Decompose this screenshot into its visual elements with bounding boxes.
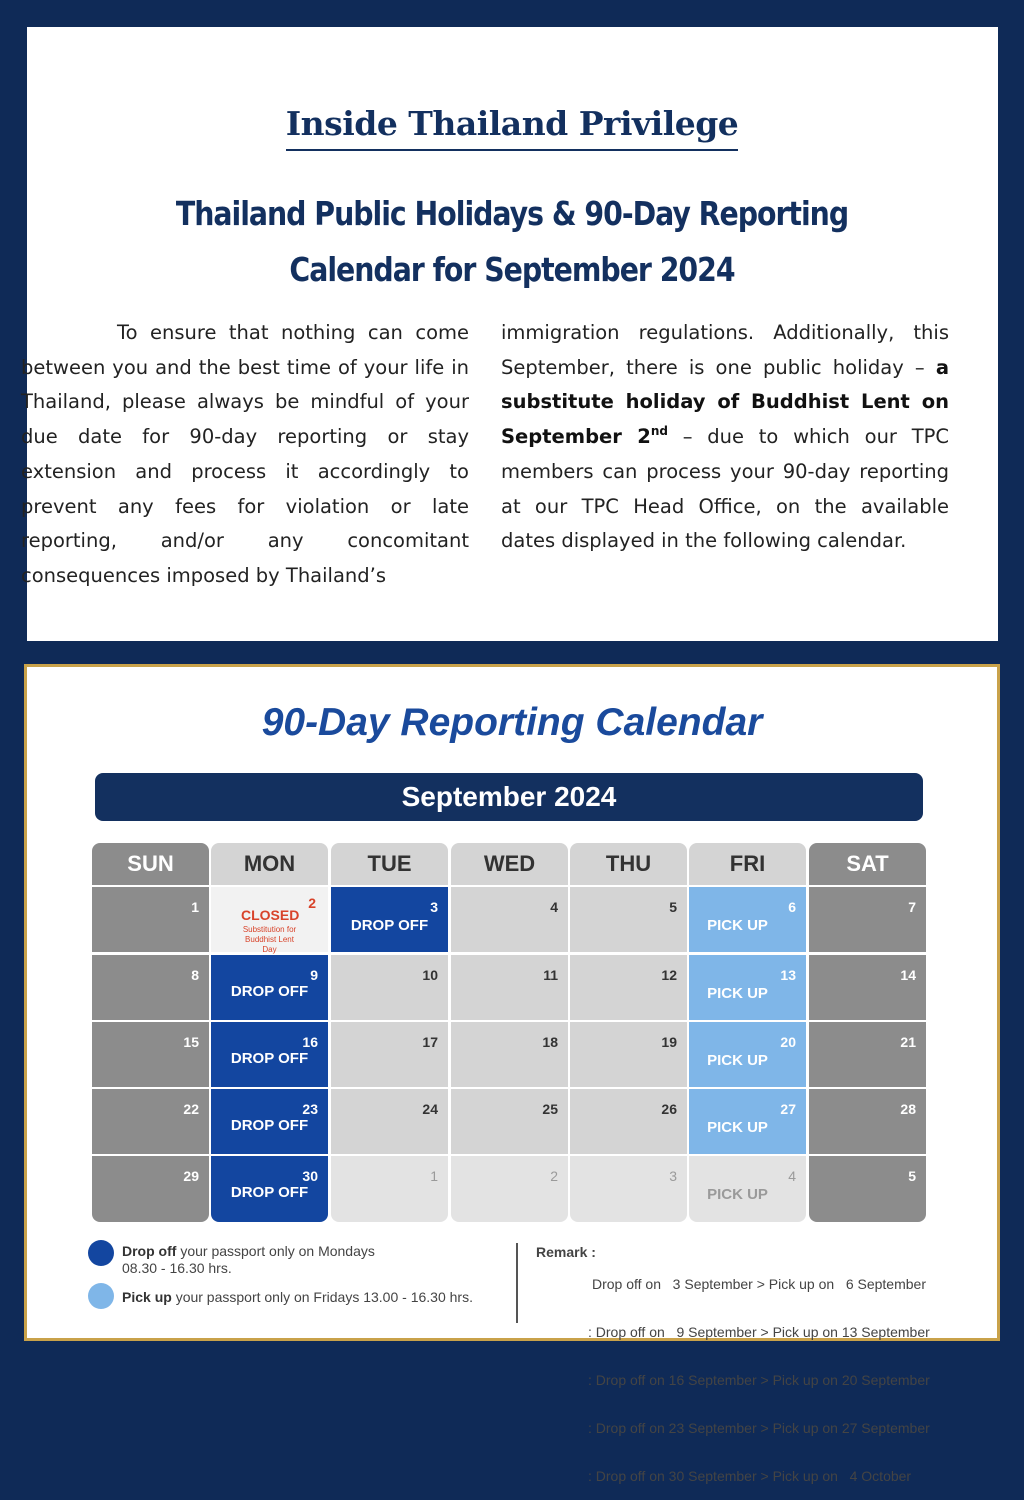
- headline-line-1: Thailand Public Holidays & 90-Day Reporting: [175, 194, 849, 233]
- calendar-date-number: 3: [430, 899, 438, 915]
- calendar-date-number: 15: [183, 1034, 199, 1050]
- calendar-title: 90-Day Reporting Calendar: [261, 701, 763, 744]
- closed-subtitle: Substitution for Buddhist Lent Day: [242, 925, 297, 954]
- calendar-date-number: 12: [661, 967, 677, 983]
- calendar-date-number: 20: [780, 1034, 796, 1050]
- calendar-date-number: 1: [430, 1168, 438, 1184]
- brand-title-text: Inside Thailand Privilege: [286, 104, 739, 151]
- calendar-date-number: 28: [900, 1101, 916, 1117]
- intro-right-start: immigration regulations. Additionally, this September, there is one public holiday –: [501, 321, 949, 379]
- calendar-date-number: 30: [302, 1168, 318, 1184]
- remark-line: Drop off on 3 September > Pick up on 6 September: [592, 1276, 926, 1292]
- calendar-cell: [689, 887, 806, 952]
- calendar-date-number: 8: [191, 967, 199, 983]
- dropoff-tag: DROP OFF: [230, 1184, 309, 1201]
- calendar-date-number: 6: [788, 899, 796, 915]
- holiday-highlight-text: a substitute holiday of Buddhist Lent on September 2: [501, 355, 949, 449]
- remark-line: : Drop off on 16 September > Pick up on 20 September: [588, 1372, 930, 1388]
- intro-paragraph-right: [501, 316, 949, 559]
- month-bar: September 2024: [95, 773, 923, 821]
- calendar-date-number: 27: [780, 1101, 796, 1117]
- calendar-date-number: 7: [908, 899, 916, 915]
- calendar-cell: [331, 1089, 448, 1154]
- calendar-date-number: 1: [191, 899, 199, 915]
- calendar-cell: [331, 887, 448, 952]
- pickup-legend: [122, 1289, 512, 1306]
- calendar-cell: [92, 887, 209, 952]
- day-header-wed: WED: [451, 843, 568, 885]
- day-header-sun: SUN: [92, 843, 209, 885]
- calendar-cell: [689, 1089, 806, 1154]
- calendar-date-number: 13: [780, 967, 796, 983]
- calendar-cell: [211, 1156, 328, 1222]
- calendar-cell: [211, 1089, 328, 1154]
- calendar-date-number: 16: [302, 1034, 318, 1050]
- closed-label: CLOSED: [241, 907, 300, 923]
- intro-paragraph-left: To ensure that nothing can come between you and the best time of your life in Thailand, please always be mindful of your due date for 90-day reporting or stay extension and process it accordingly to prevent any fees for violation or late reporting, and/or any concomitant consequences imposed by Thailand’s: [21, 321, 469, 587]
- calendar-cell: [331, 1156, 448, 1222]
- calendar-date-number: 23: [302, 1101, 318, 1117]
- dropoff-tag: DROP OFF: [350, 917, 429, 934]
- calendar-date-number: 4: [550, 899, 558, 915]
- calendar-cell: [809, 1156, 926, 1222]
- calendar-date-number: 18: [542, 1034, 558, 1050]
- remark-divider: [516, 1243, 518, 1323]
- calendar-cell: [92, 1156, 209, 1222]
- calendar-cell: [211, 1022, 328, 1087]
- calendar-cell: [211, 887, 328, 952]
- pickup-tag: PICK UP: [707, 1119, 768, 1136]
- calendar-cell: [809, 955, 926, 1020]
- calendar-date-number: 19: [661, 1034, 677, 1050]
- calendar-cell: [809, 1022, 926, 1087]
- calendar-date-number: 25: [542, 1101, 558, 1117]
- calendar-cell: [92, 1089, 209, 1154]
- calendar-cell: [451, 1022, 568, 1087]
- calendar-cell: [689, 1022, 806, 1087]
- pickup-tag: PICK UP: [707, 1186, 768, 1203]
- calendar-cell: [451, 1089, 568, 1154]
- day-header-sat: SAT: [809, 843, 926, 885]
- calendar-date-number: 11: [543, 967, 558, 983]
- calendar-cell: [331, 955, 448, 1020]
- calendar-cell: [331, 1022, 448, 1087]
- headline-line-2: Calendar for September 2024: [289, 250, 735, 289]
- calendar-cell: [451, 1156, 568, 1222]
- dropoff-tag: DROP OFF: [230, 1117, 309, 1134]
- dropoff-legend-dot: [88, 1240, 114, 1266]
- page-headline: [72, 186, 953, 298]
- calendar-date-number: 5: [908, 1168, 916, 1184]
- calendar-date-number: 10: [422, 967, 438, 983]
- pickup-legend-bold: Pick up: [122, 1289, 172, 1305]
- remark-line: : Drop off on 30 September > Pick up on 4 October: [588, 1468, 912, 1484]
- calendar-date-number: 17: [422, 1034, 438, 1050]
- day-header-tue: TUE: [331, 843, 448, 885]
- pickup-tag: PICK UP: [707, 1052, 768, 1069]
- calendar-date-number: 4: [788, 1168, 796, 1184]
- dropoff-tag: DROP OFF: [230, 983, 309, 1000]
- calendar-date-number: 9: [310, 967, 318, 983]
- intro-column-right: [501, 316, 949, 559]
- calendar-date-number: 24: [422, 1101, 438, 1117]
- calendar-cell: [451, 955, 568, 1020]
- remark-lines: [588, 1244, 930, 1500]
- calendar-cell: [92, 955, 209, 1020]
- calendar-cell: [689, 1156, 806, 1222]
- calendar-date-number: 21: [900, 1034, 916, 1050]
- intro-right-end: – due to which our TPC members can process your 90-day reporting at our TPC Head Office, on the available dates displayed in the following calendar.: [501, 425, 949, 553]
- calendar-date-number: 22: [183, 1101, 199, 1117]
- calendar-cell: [211, 955, 328, 1020]
- calendar-date-number: 5: [669, 899, 677, 915]
- dropoff-legend-bold: Drop off: [122, 1243, 177, 1259]
- calendar-cell: [809, 1089, 926, 1154]
- calendar-date-number: 2: [308, 895, 316, 911]
- calendar-cell: [451, 887, 568, 952]
- calendar-date-number: 29: [183, 1168, 199, 1184]
- pickup-legend-dot: [88, 1283, 114, 1309]
- remark-label: Remark :: [536, 1244, 596, 1260]
- brand-title: [0, 104, 1024, 143]
- holiday-ordinal: nd: [650, 424, 668, 439]
- day-header-mon: MON: [211, 843, 328, 885]
- calendar-date-number: 14: [900, 967, 916, 983]
- calendar-cell: [92, 1022, 209, 1087]
- pickup-legend-text: your passport only on Fridays 13.00 - 16.30 hrs.: [175, 1289, 473, 1305]
- calendar-cell: [689, 955, 806, 1020]
- dropoff-legend-text: your passport only on Mondays: [180, 1243, 375, 1259]
- calendar-date-number: 2: [550, 1168, 558, 1184]
- remark-line: : Drop off on 23 September > Pick up on 27 September: [588, 1420, 930, 1436]
- pickup-tag: PICK UP: [707, 985, 768, 1002]
- remark-line: : Drop off on 9 September > Pick up on 13 September: [588, 1324, 930, 1340]
- calendar-cell: [809, 887, 926, 952]
- dropoff-tag: DROP OFF: [230, 1050, 309, 1067]
- dropoff-legend-hours: 08.30 - 16.30 hrs.: [122, 1260, 232, 1276]
- day-header-fri: FRI: [689, 843, 806, 885]
- dropoff-legend: [122, 1243, 422, 1277]
- intro-column-left: [21, 316, 469, 594]
- pickup-tag: PICK UP: [707, 917, 768, 934]
- calendar-date-number: 3: [669, 1168, 677, 1184]
- day-header-thu: THU: [570, 843, 687, 885]
- calendar-date-number: 26: [661, 1101, 677, 1117]
